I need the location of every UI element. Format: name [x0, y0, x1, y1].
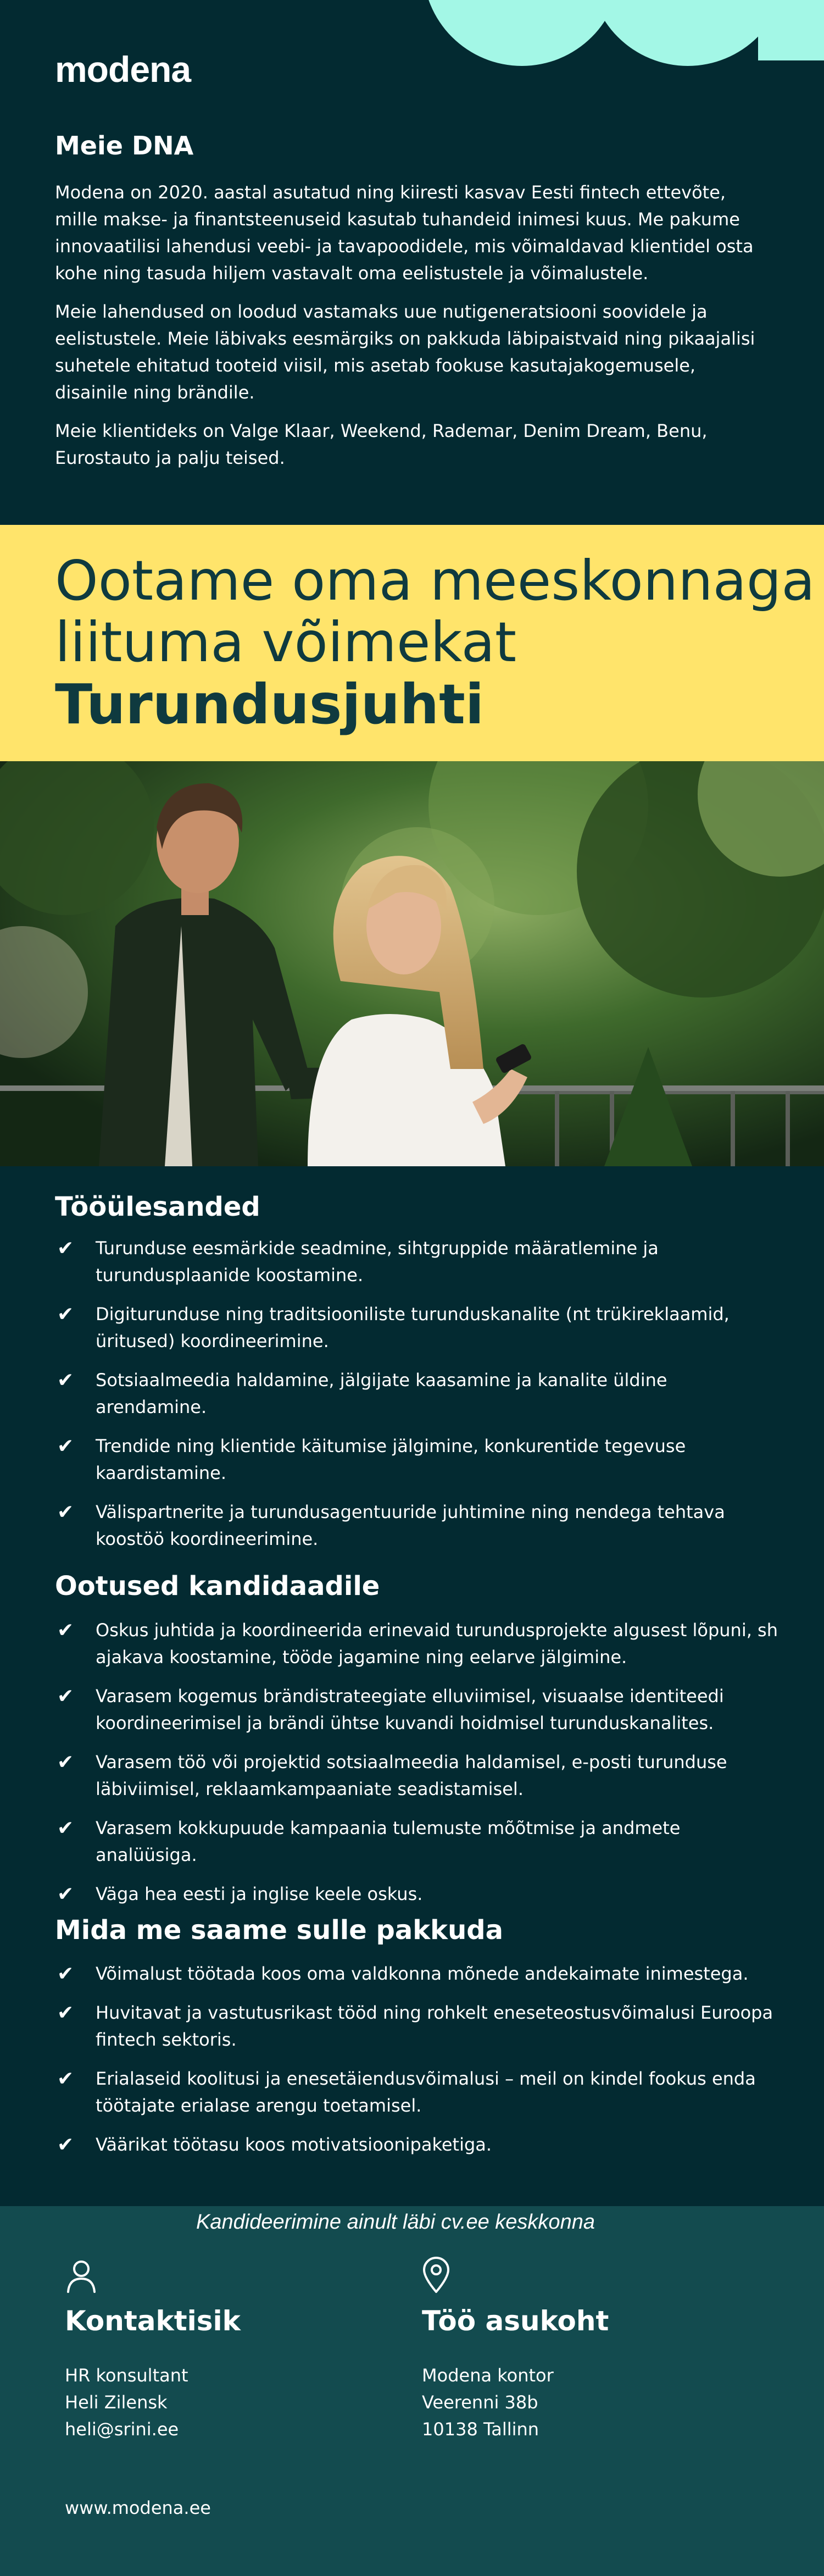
- tasks-title: Tööülesanded: [55, 1192, 260, 1222]
- list-item: ✔ Digiturunduse ning traditsiooniliste turunduskanalite (nt trükireklaamid, üritused) koordineerimine.: [55, 1301, 780, 1355]
- location-title: Töö asukoht: [422, 2305, 609, 2337]
- checkmark-icon: ✔: [57, 2002, 74, 2024]
- dna-body: [55, 179, 769, 483]
- contact-role: HR konsultant: [65, 2365, 188, 2386]
- offer-list: [55, 1960, 780, 2170]
- modena-logo: modena: [55, 49, 191, 90]
- list-item: ✔ Võimalust töötada koos oma valdkonna mõnede andekaimate inimestega.: [55, 1960, 780, 1987]
- footer: [0, 2206, 824, 2576]
- list-item: ✔ Sotsiaalmeedia haldamine, jälgijate kaasamine ja kanalite üldine arendamine.: [55, 1367, 780, 1421]
- list-item: ✔ Trendide ning klientide käitumise jälgimine, konkurentide tegevuse kaardistamine.: [55, 1433, 780, 1487]
- dna-title: Meie DNA: [55, 131, 194, 160]
- checkmark-icon: ✔: [57, 1501, 74, 1524]
- decorative-circle: [423, 0, 621, 66]
- checkmark-icon: ✔: [57, 1303, 74, 1326]
- checkmark-icon: ✔: [57, 1435, 74, 1458]
- dna-paragraph: Modena on 2020. aastal asutatud ning kiiresti kasvav Eesti fintech ettevõte, mille makse- ja finantsteenuseid kasutab tuhandeid inimesi kuus. Me pakume innovaatilisi lahendusi veebi- ja tavapoodidele, mis võimaldavad klientidel osta kohe ning tasuda hiljem vastavalt oma eelistustele ja võimalustele.: [55, 182, 754, 284]
- location-line: Modena kontor: [422, 2365, 554, 2386]
- team-photo: [0, 761, 824, 1166]
- list-item: ✔ Varasem kogemus brändistrateegiate elluviimisel, visuaalse identiteedi koordineerimisel ja brändi ühtse kuvandi hoidmisel turunduskanalites.: [55, 1683, 780, 1737]
- location-line: 10138 Tallinn: [422, 2419, 539, 2440]
- checkmark-icon: ✔: [57, 2134, 74, 2156]
- person-icon: [65, 2259, 98, 2294]
- checkmark-icon: ✔: [57, 2068, 74, 2090]
- hero-line: Ootame oma meeskonnaga: [55, 549, 815, 613]
- contact-name: Heli Zilensk: [65, 2392, 168, 2413]
- list-item: ✔ Väärikat töötasu koos motivatsioonipaketiga.: [55, 2131, 780, 2158]
- list-item: ✔ Varasem kokkupuude kampaania tulemuste mõõtmise ja andmete analüüsiga.: [55, 1815, 780, 1869]
- checkmark-icon: ✔: [57, 1619, 74, 1642]
- decorative-block: [758, 0, 824, 60]
- checkmark-icon: ✔: [57, 1963, 74, 1985]
- checkmark-icon: ✔: [57, 1685, 74, 1708]
- decorative-circle: [589, 0, 787, 66]
- contact-title: Kontaktisik: [65, 2305, 241, 2337]
- expectations-title: Ootused kandidaadile: [55, 1571, 380, 1602]
- checkmark-icon: ✔: [57, 1883, 74, 1905]
- list-item: ✔ Turunduse eesmärkide seadmine, sihtgruppide määratlemine ja turundusplaanide koostamine.: [55, 1235, 780, 1289]
- job-details-section: [0, 1166, 824, 2206]
- list-item: ✔ Välispartnerite ja turundusagentuuride juhtimine ning nendega tehtava koostöö koordineerimine.: [55, 1499, 780, 1553]
- apply-note: Kandideerimine ainult läbi cv.ee keskkonna: [196, 2211, 595, 2234]
- dna-paragraph: Meie klientideks on Valge Klaar, Weekend, Rademar, Denim Dream, Benu, Eurostauto ja palju teised.: [55, 420, 708, 468]
- list-item: ✔ Huvitavat ja vastutusrikast tööd ning rohkelt eneseteostusvõimalusi Euroopa fintech sektoris.: [55, 1999, 780, 2053]
- list-item: ✔ Väga hea eesti ja inglise keele oskus.: [55, 1881, 780, 1908]
- checkmark-icon: ✔: [57, 1237, 74, 1260]
- list-item: ✔ Oskus juhtida ja koordineerida erinevaid turundusprojekte algusest lõpuni, sh ajakava koostamine, tööde jagamine ning eelarve jälgimine.: [55, 1617, 780, 1671]
- hero-line: liituma võimekat: [55, 610, 517, 674]
- hero-banner: [0, 525, 824, 761]
- contact-email[interactable]: heli@srini.ee: [65, 2419, 179, 2440]
- list-item: ✔ Erialaseid koolitusi ja enesetäiendusvõimalusi – meil on kindel fookus enda töötajate erialase arengu toetamisel.: [55, 2065, 780, 2119]
- tasks-list: [55, 1235, 780, 1565]
- location-line: Veerenni 38b: [422, 2392, 538, 2413]
- contact-details: [65, 2362, 188, 2443]
- dna-paragraph: Meie lahendused on loodud vastamaks uue nutigeneratsiooni soovidele ja eelistustele. Meie läbivaks eesmärgiks on pakkuda läbipaistvaid ning pikaajalisi suhetele ehitatud tooteid viisil, mis asetab fookuse kasutajakogemusele, disainile ning brändile.: [55, 301, 755, 403]
- checkmark-icon: ✔: [57, 1817, 74, 1840]
- location-pin-icon: [422, 2257, 450, 2294]
- list-item: ✔ Varasem töö või projektid sotsiaalmeedia haldamisel, e-posti turunduse läbiviimisel, reklaamkampaaniate seadistamisel.: [55, 1749, 780, 1803]
- offer-title: Mida me saame sulle pakkuda: [55, 1915, 504, 1946]
- website-link[interactable]: www.modena.ee: [65, 2497, 211, 2518]
- dna-section: [0, 0, 824, 525]
- location-details: [422, 2362, 554, 2443]
- expectations-list: [55, 1617, 780, 1920]
- checkmark-icon: ✔: [57, 1751, 74, 1774]
- hero-job-title: Turundusjuhti: [55, 672, 485, 736]
- team-photo-illustration: [0, 761, 824, 1166]
- checkmark-icon: ✔: [57, 1369, 74, 1392]
